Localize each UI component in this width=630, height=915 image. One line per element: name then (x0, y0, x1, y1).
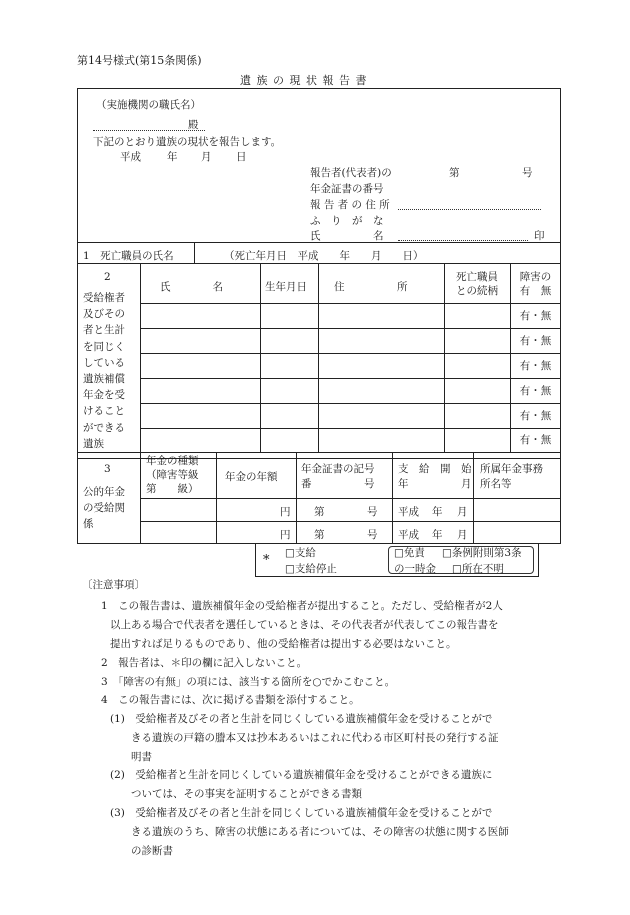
col-pension-type-header: 年金の種類 （障害等級 第 級） (146, 455, 199, 495)
start-month: 月 (457, 529, 468, 541)
col-amount-header: 年金の年額 (225, 471, 278, 483)
note-line: ついては、その事実を証明することができる書類 (131, 788, 362, 800)
deceased-name-label: 1 死亡職員の氏名 (83, 250, 174, 262)
col-birthdate-header: 生年月日 (265, 281, 307, 293)
divider (140, 303, 561, 304)
note-line: 1 この報告書は、遺族補償年金の受給権者が提出すること。ただし、受給権者が2人 (101, 600, 503, 612)
dono-label: 殿 (188, 119, 199, 131)
date-month-label: 月 (201, 151, 212, 163)
divider (194, 242, 195, 263)
form-number: 第14号様式(第15条関係) (77, 54, 202, 67)
disability-option[interactable]: 有・無 (519, 310, 552, 322)
date-day-label: 日 (236, 151, 247, 163)
note-line: 以上ある場合で代表者を選任しているときは、その代表者が代表してこの報告書を (110, 619, 499, 631)
option-shikyu[interactable]: □支給 (285, 547, 316, 559)
divider (140, 521, 561, 522)
section2-number: 2 (104, 271, 111, 283)
name-label: 氏 名 (310, 230, 384, 242)
divider (77, 242, 561, 243)
note-line: 提出すれば足りるものであり、他の受給権者は提出する必要はないこと。 (110, 638, 457, 650)
note-line: (2) 受給権者と生計を同じくしている遺族補償年金を受けることができる遺族に (110, 769, 493, 781)
note-line: きる遺族の戸籍の謄本又は抄本あるいはこれに代わる市区町村長の発行する証 (131, 732, 499, 744)
note-line: (1) 受給権者及びその者と生計を同じくしている遺族補償年金を受けることがで (110, 713, 493, 725)
yen-unit: 円 (280, 506, 291, 518)
divider (140, 403, 561, 404)
option-fumei[interactable]: □所在不明 (452, 563, 504, 575)
start-era: 平成 (398, 506, 419, 518)
note-line: の診断書 (131, 845, 173, 857)
cert-go: 号 (367, 529, 378, 541)
col-relation-header: 死亡職員 との続柄 (456, 271, 498, 297)
cert-dai: 第 (314, 529, 325, 541)
option-shikyu-teishi[interactable]: □支給停止 (285, 563, 337, 575)
reporter-name-field[interactable] (398, 240, 528, 241)
start-year: 年 (432, 506, 443, 518)
section3-number: 3 (104, 463, 111, 475)
note-line: 明書 (131, 751, 152, 763)
divider (140, 498, 561, 499)
col-name-header: 氏 名 (160, 281, 223, 293)
option-menseki[interactable]: □免責 (394, 547, 425, 559)
col-start-header: 支 給 開 始 年 月 (398, 463, 472, 490)
agency-label: （実施機関の職氏名） (96, 99, 201, 111)
disability-option[interactable]: 有・無 (519, 434, 552, 446)
reporter-cert-go: 号 (522, 167, 533, 179)
disability-option[interactable]: 有・無 (519, 335, 552, 347)
note-line: きる遺族のうち、障害の状態にある者については、その障害の状態に関する医師 (131, 826, 509, 838)
divider (140, 428, 561, 429)
note-line: (3) 受給権者及びその者と生計を同じくしている遺族補償年金を受けることがで (110, 807, 493, 819)
option-ichijikin: の一時金 (394, 563, 436, 575)
disability-option[interactable]: 有・無 (519, 385, 552, 397)
note-line: 2 報告者は、＊印の欄に記入しないこと。 (101, 657, 308, 669)
col-office-header: 所属年金事務 所名等 (480, 463, 543, 490)
divider (140, 353, 561, 354)
col-cert-header: 年金証書の記号 番 号 (301, 463, 375, 490)
divider (260, 263, 261, 452)
option-jorei[interactable]: □条例附則第3条 (442, 547, 522, 559)
page-title: 遺 族 の 現 状 報 告 書 (240, 74, 368, 87)
note-line: 4 この報告書には、次に掲げる書類を添付すること。 (101, 694, 360, 706)
divider (140, 378, 561, 379)
cert-go: 号 (367, 506, 378, 518)
note-line: 3 「障害の有無」の項には、該当する箇所を○でかこむこと。 (101, 676, 396, 688)
date-era: 平成 (120, 151, 141, 163)
furigana-label: ふ り が な (310, 215, 384, 227)
start-month: 月 (457, 506, 468, 518)
reporter-cert-label-2: 年金証書の番号 (310, 183, 384, 195)
col-disability-header: 障害の 有 無 (519, 271, 552, 297)
asterisk-mark: * (263, 553, 270, 568)
divider (140, 328, 561, 329)
reporter-address-field[interactable] (398, 209, 541, 210)
divider (318, 263, 319, 452)
start-era: 平成 (398, 529, 419, 541)
notes-heading: 〔注意事項〕 (82, 579, 145, 591)
seal-mark: 印 (534, 230, 545, 242)
disability-option[interactable]: 有・無 (519, 410, 552, 422)
start-year: 年 (432, 529, 443, 541)
reporter-address-label: 報 告 者 の 住 所 (310, 199, 390, 211)
death-date-label: （死亡年月日 平成 年 月 日） (224, 250, 424, 262)
disability-option[interactable]: 有・無 (519, 360, 552, 372)
yen-unit: 円 (280, 529, 291, 541)
reporter-cert-dai: 第 (449, 167, 460, 179)
divider (140, 263, 141, 452)
date-year-label: 年 (167, 151, 178, 163)
divider (77, 263, 561, 264)
reporter-cert-label-1: 報告者(代表者)の (310, 167, 392, 179)
section2-side-label: 受給権者 及びその 者と生計 を同じく している 遺族補償 年金を受 けること ができる 遺族 (83, 292, 125, 450)
section3-side-label: 公的年金 の受給関 係 (83, 486, 125, 530)
cert-dai: 第 (314, 506, 325, 518)
col-address-header: 住 所 (334, 281, 408, 293)
intro-text: 下記のとおり遺族の現状を報告します。 (93, 136, 282, 148)
